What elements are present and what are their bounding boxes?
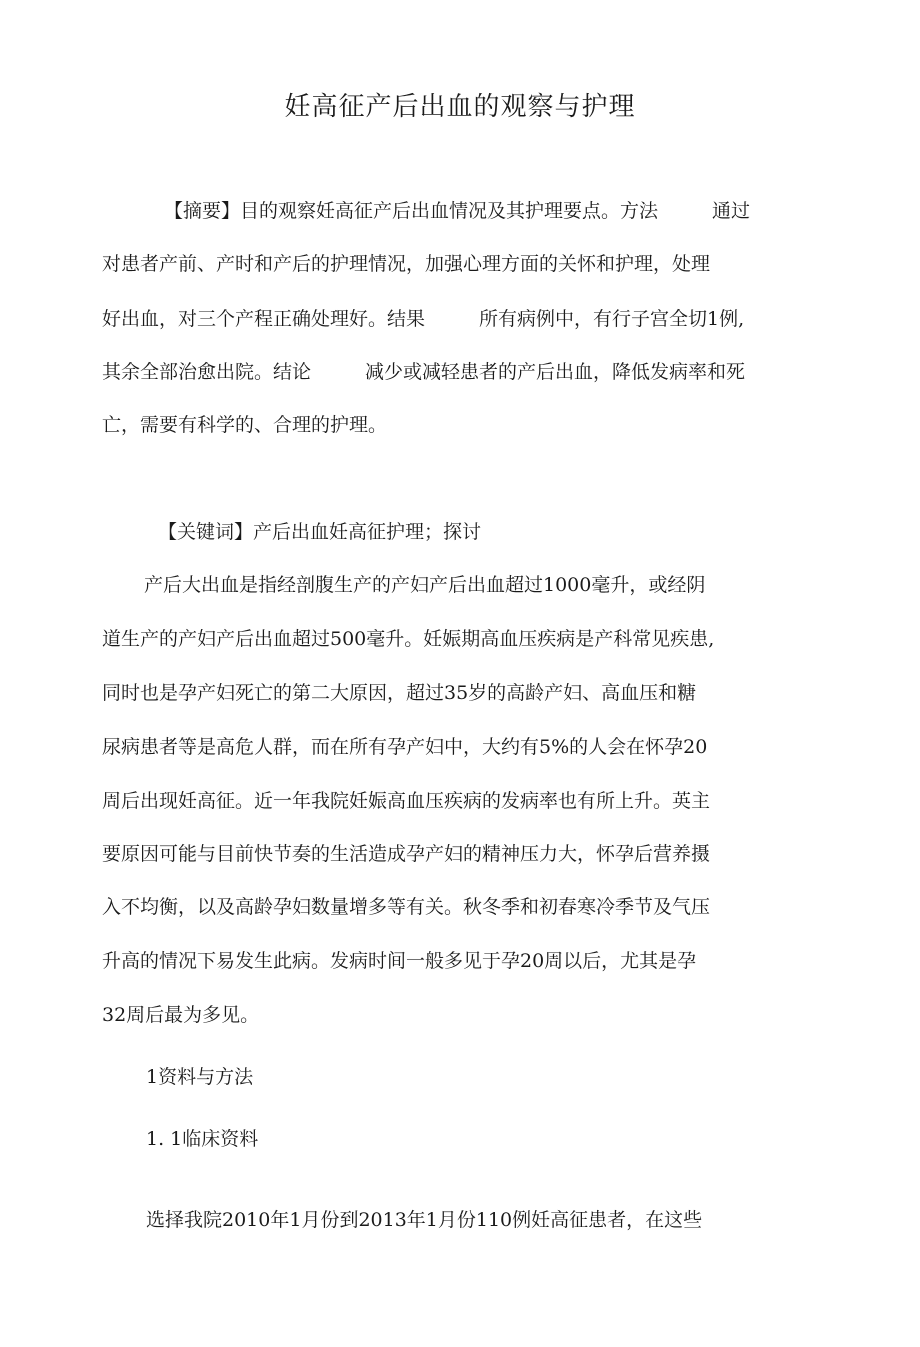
abstract-line-5 <box>102 412 387 438</box>
section-heading: 1资料与方法 <box>146 1066 254 1088</box>
intro-line-9: 32周后最为多见。 <box>102 1004 260 1026</box>
subsection-heading: 1. 1临床资料 <box>146 1128 259 1150</box>
abstract-line-1-text: 【摘要】目的观察妊高征产后出血情况及其护理要点。方法 <box>164 200 659 222</box>
intro-line-4: 尿病患者等是高危人群，而在所有孕产妇中，大约有5%的人会在怀孕20 <box>102 736 708 758</box>
abstract-line-3 <box>102 306 744 332</box>
intro-line-7: 入不均衡，以及高龄孕妇数量增多等有关。秋冬季和初春寒冷季节及气压 <box>102 896 711 918</box>
intro-line-6: 要原因可能与目前快节奏的生活造成孕产妇的精神压力大，怀孕后营养摄 <box>102 843 711 865</box>
abstract-line-3-text: 好出血，对三个产程正确处理好。结果 <box>102 308 426 330</box>
keywords-line: 【关键词】产后出血妊高征护理；探讨 <box>158 521 482 543</box>
intro-line-3: 同时也是孕产妇死亡的第二大原因，超过35岁的高龄产妇、高血压和糖 <box>102 682 697 704</box>
intro-line-1: 产后大出血是指经剖腹生产的产妇产后出血超过1000毫升，或经阴 <box>144 574 706 596</box>
abstract-line-4-text: 其余全部治愈出院。结论 <box>102 361 312 383</box>
abstract-line-4-tail: 减少或减轻患者的产后出血，降低发病率和死 <box>365 361 746 383</box>
document-title: 妊高征产后出血的观察与护理 <box>284 92 636 122</box>
abstract-line-1 <box>164 198 750 224</box>
abstract-line-1-tail: 通过 <box>712 200 751 222</box>
abstract-line-4 <box>102 359 745 385</box>
section-body-line-1: 选择我院2010年1月份到2013年1月份110例妊高征患者，在这些 <box>146 1209 703 1231</box>
abstract-line-3-tail: 所有病例中，有行子宫全切1例, <box>479 308 745 330</box>
intro-line-5: 周后出现妊高征。近一年我院妊娠高血压疾病的发病率也有所上升。英主 <box>102 790 711 812</box>
abstract-line-2-text: 对患者产前、产时和产后的护理情况，加强心理方面的关怀和护理，处理 <box>102 253 711 275</box>
abstract-line-2 <box>102 251 710 277</box>
intro-line-2: 道生产的产妇产后出血超过500毫升。妊娠期高血压疾病是产科常见疾患, <box>102 628 715 650</box>
abstract-line-5-text: 亡，需要有科学的、合理的护理。 <box>102 414 388 436</box>
intro-line-8: 升高的情况下易发生此病。发病时间一般多见于孕20周以后，尤其是孕 <box>102 950 697 972</box>
